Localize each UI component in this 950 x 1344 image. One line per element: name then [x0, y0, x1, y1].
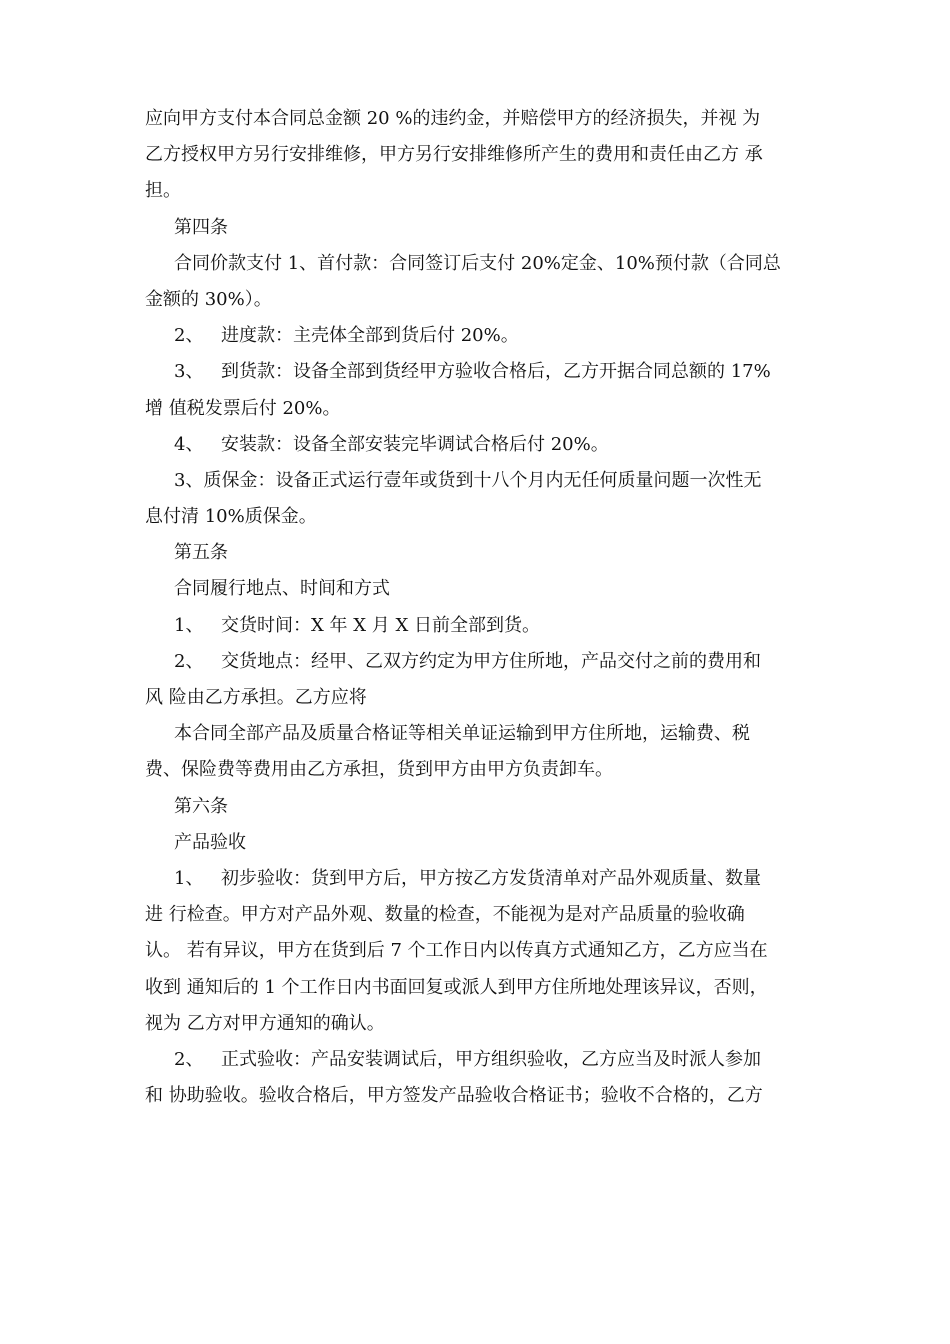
list-item	[145, 1042, 810, 1078]
item-number: 4、	[174, 433, 204, 455]
text-line: 增 值税发票后付 20%。	[145, 397, 341, 419]
list-item	[145, 427, 810, 463]
item-number: 2、	[174, 325, 204, 347]
text-line: 应向甲方支付本合同总金额 20 %的违约金，并赔偿甲方的经济损失，并视 为	[145, 108, 761, 129]
item-text: 交货地点：经甲、乙双方约定为甲方住所地，产品交付之前的费用和	[221, 650, 761, 672]
item-text: 安装款：设备全部安装完毕调试合格后付 20%。	[221, 433, 609, 455]
list-item	[145, 861, 810, 897]
text-line: 担。	[145, 180, 181, 202]
list-item	[145, 354, 810, 390]
text-line: 费、保险费等费用由乙方承担，货到甲方由甲方负责卸车。	[145, 759, 613, 781]
text-line: 收到 通知后的 1 个工作日内书面回复或派人到甲方住所地处理该异议，否则，	[145, 976, 768, 998]
text-line: 视为 乙方对甲方通知的确认。	[145, 1012, 385, 1034]
item-text: 到货款：设备全部到货经甲方验收合格后，乙方开据合同总额的 17%	[221, 361, 771, 383]
text-line: 认。 若有异议，甲方在货到后 7 个工作日内以传真方式通知乙方，乙方应当在	[145, 940, 768, 962]
text-line: 进 行检查。甲方对产品外观、数量的检查，不能视为是对产品质量的验收确	[145, 904, 745, 926]
item-text: 进度款：主壳体全部到货后付 20%。	[221, 325, 519, 347]
list-item	[145, 644, 810, 680]
section-title: 合同履行地点、时间和方式	[174, 578, 390, 600]
article-heading: 第四条	[174, 216, 228, 238]
text-line: 合同价款支付 1、首付款：合同签订后支付 20%定金、10%预付款（合同总	[174, 252, 781, 274]
item-text: 交货时间：X 年 X 月 X 日前全部到货。	[221, 614, 541, 636]
item-number: 2、	[174, 650, 204, 672]
text-line: 本合同全部产品及质量合格证等相关单证运输到甲方住所地，运输费、税	[174, 723, 750, 745]
item-number: 1、	[174, 867, 204, 889]
item-number: 3、	[174, 361, 204, 383]
text-line: 风 险由乙方承担。乙方应将	[145, 687, 367, 708]
article-heading: 第六条	[174, 795, 228, 817]
item-number: 2、	[174, 1048, 204, 1070]
text-line: 乙方授权甲方另行安排维修，甲方另行安排维修所产生的费用和责任由乙方 承	[145, 144, 763, 166]
item-number: 1、	[174, 614, 204, 636]
article-heading: 第五条	[174, 542, 228, 564]
item-text: 正式验收：产品安装调试后，甲方组织验收，乙方应当及时派人参加	[221, 1048, 761, 1070]
text-line: 息付清 10%质保金。	[145, 506, 317, 528]
list-item	[145, 608, 810, 644]
section-title: 产品验收	[174, 831, 246, 853]
document-body	[145, 101, 810, 1114]
item-text: 初步验收：货到甲方后，甲方按乙方发货清单对产品外观质量、数量	[221, 867, 761, 889]
text-line: 和 协助验收。验收合格后，甲方签发产品验收合格证书；验收不合格的，乙方	[145, 1085, 763, 1107]
list-item	[145, 318, 810, 354]
text-line: 金额的 30%）。	[145, 288, 272, 310]
text-line: 3、质保金：设备正式运行壹年或货到十八个月内无任何质量问题一次性无	[174, 469, 762, 491]
